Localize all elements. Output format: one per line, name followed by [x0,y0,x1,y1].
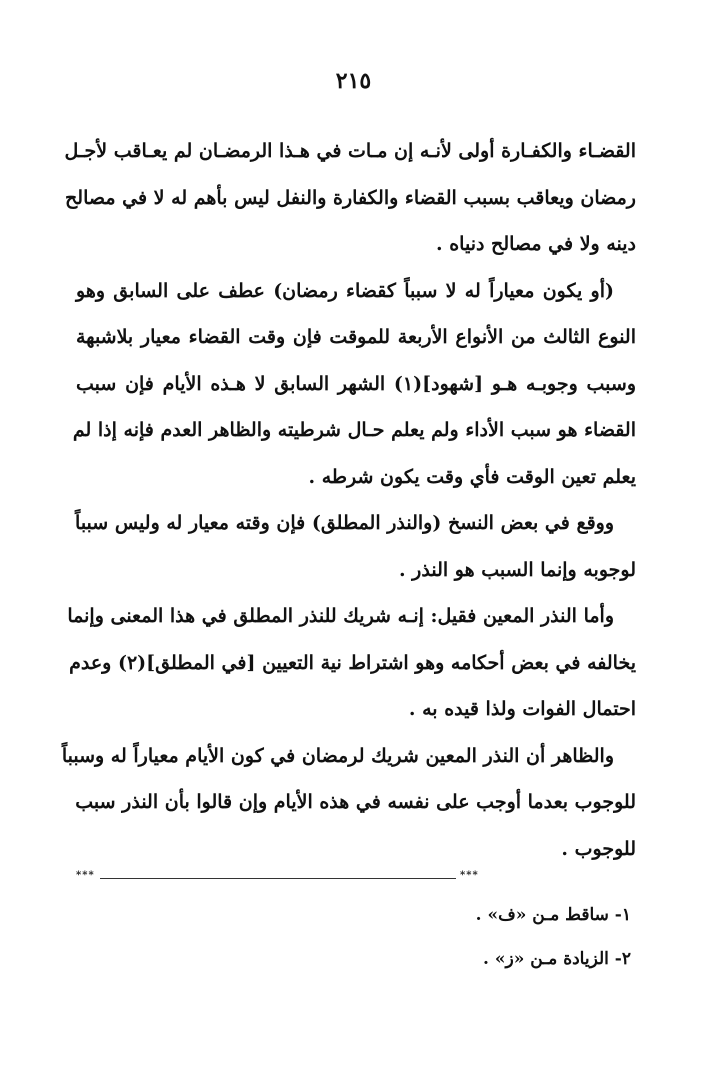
text-line: والظاهر أن النذر المعين شريك لرمضان في كون الأيام معياراً له وسبباً [61,744,614,767]
text-line: ووقع في بعض النسخ (والنذر المطلق) فإن وقته معيار له وليس سبباً [75,512,614,534]
separator-rule [100,878,456,879]
main-text [61,128,636,872]
footnote-separator [76,868,636,888]
separator-stars-left: *** [76,870,95,881]
text-line: لوجوبه وإنما السبب هو النذر . [398,558,636,581]
text-line: رمضان ويعاقب بسبب القضاء والكفارة والنفل ليس بأهم له لا في مصالح [65,186,636,209]
text-line: للوجوب بعدما أوجب على نفسه في هذه الأيام وإن قالوا بأن النذر سبب [75,791,636,813]
footnote-1: ١- ساقط مـن «ف» . [475,905,631,925]
text-line: وأما النذر المعين فقيل: إنـه شريك للنذر المطلق في هذا المعنى وإنما [67,605,614,627]
text-line: يعلم تعين الوقت فأي وقت يكون شرطه . [308,465,636,488]
separator-stars-right: *** [460,870,479,881]
text-line: احتمال الفوات ولذا قيده به . [408,698,636,720]
footnotes [71,893,631,981]
page-number: ٢١٥ [335,68,372,94]
text-line: للوجوب . [561,837,636,860]
text-line: (أو يكون معياراً له لا سبباً كقضاء رمضان) عطف على السابق وهو [76,279,614,302]
text-line: دينه ولا في مصالح دنياه . [435,233,636,255]
text-line: القضاء هو سبب الأداء ولم يعلم حـال شرطيته والظاهر العدم فإنه إذا لم [72,419,636,441]
text-line: النوع الثالث من الأنواع الأربعة للموقت فإن وقت القضاء معيار بلاشبهة [76,326,636,348]
footnote-2: ٢- الزيادة مـن «ز» . [483,949,631,969]
text-line: وسبب وجوبـه هـو [شهود](١) الشهر السابق لا هـذه الأيام فإن سبب [76,372,636,395]
text-line: يخالفه في بعض أحكامه وهو اشتراط نية التعيين [في المطلق](٢) وعدم [69,651,636,674]
text-line: القضـاء والكفـارة أولى لأنـه إن مـات في هـذا الرمضـان لم يعـاقب لأجـل [64,140,636,162]
